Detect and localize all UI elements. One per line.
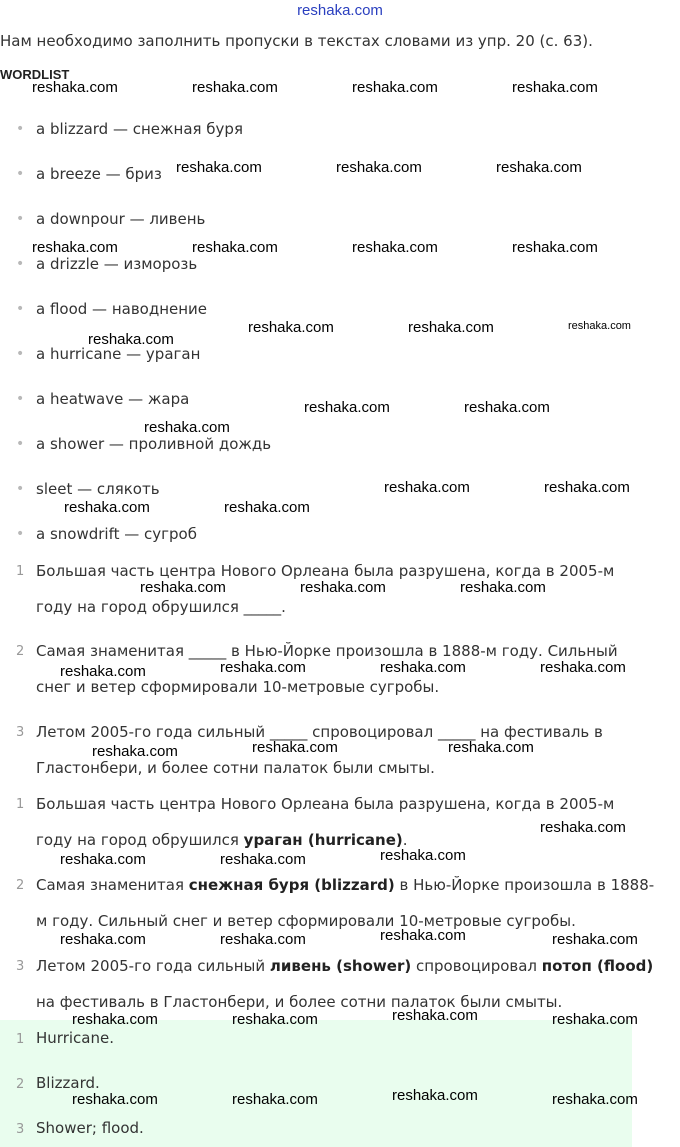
watermark: reshaka.com	[220, 659, 306, 676]
bullet-icon: •	[16, 301, 25, 317]
bullet-icon: •	[16, 166, 25, 182]
bullet-icon: •	[16, 346, 25, 362]
watermark: reshaka.com	[232, 1011, 318, 1028]
solution-text: спровоцировал	[411, 957, 542, 975]
item-number: 3	[16, 959, 25, 974]
watermark: reshaka.com	[460, 579, 546, 596]
watermark: reshaka.com	[464, 399, 550, 416]
item-number: 1	[16, 797, 25, 812]
wordlist-item: a shower — проливной дождь	[36, 435, 272, 453]
solution-line: Большая часть центра Нового Орлеана была разрушена, когда в 2005-м	[36, 795, 615, 813]
bullet-icon: •	[16, 391, 25, 407]
watermark: reshaka.com	[140, 579, 226, 596]
item-number: 3	[16, 1122, 25, 1137]
wordlist-item: a downpour — ливень	[36, 210, 206, 228]
watermark: reshaka.com	[220, 931, 306, 948]
bullet-icon: •	[16, 481, 25, 497]
watermark: reshaka.com	[512, 239, 598, 256]
watermark: reshaka.com	[448, 739, 534, 756]
watermark: reshaka.com	[72, 1011, 158, 1028]
watermark: reshaka.com	[92, 743, 178, 760]
watermark: reshaka.com	[540, 819, 626, 836]
watermark: reshaka.com	[248, 319, 334, 336]
watermark: reshaka.com	[544, 479, 630, 496]
item-number: 1	[16, 564, 25, 579]
watermark: reshaka.com	[176, 159, 262, 176]
exercise-line: Самая знаменитая _____ в Нью-Йорке произошла в 1888-м году. Сильный	[36, 642, 618, 660]
watermark: reshaka.com	[88, 331, 174, 348]
item-number: 3	[16, 725, 25, 740]
intro-text: Нам необходимо заполнить пропуски в текстах словами из упр. 20 (с. 63).	[0, 32, 593, 50]
exercise-line: году на город обрушился _____.	[36, 598, 286, 616]
exercise-line: Гластонбери, и более сотни палаток были смыты.	[36, 759, 435, 777]
watermark: reshaka.com	[392, 1087, 478, 1104]
watermark: reshaka.com	[352, 79, 438, 96]
watermark: reshaka.com	[60, 931, 146, 948]
watermark: reshaka.com	[380, 659, 466, 676]
watermark: reshaka.com	[220, 851, 306, 868]
site-header-link[interactable]: reshaka.com	[297, 2, 383, 19]
watermark: reshaka.com	[32, 239, 118, 256]
bullet-icon: •	[16, 121, 25, 137]
watermark: reshaka.com	[60, 851, 146, 868]
watermark: reshaka.com	[380, 847, 466, 864]
solution-text: Самая знаменитая	[36, 876, 189, 894]
solution-answer: ливень (shower)	[269, 957, 412, 975]
wordlist-item: a hurricane — ураган	[36, 345, 201, 363]
watermark: reshaka.com	[552, 1091, 638, 1108]
exercise-line: Большая часть центра Нового Орлеана была разрушена, когда в 2005-м	[36, 562, 615, 580]
watermark: reshaka.com	[352, 239, 438, 256]
watermark: reshaka.com	[336, 159, 422, 176]
item-number: 2	[16, 1077, 25, 1092]
watermark: reshaka.com	[232, 1091, 318, 1108]
solution-answer: ураган (hurricane)	[243, 831, 403, 849]
solution-line: м году. Сильный снег и ветер сформировали 10-метровые сугробы.	[36, 912, 576, 930]
solution-answer: снежная буря (blizzard)	[188, 876, 395, 894]
wordlist-item: a heatwave — жара	[36, 390, 190, 408]
watermark: reshaka.com	[64, 499, 150, 516]
answer-item: Hurricane.	[36, 1029, 114, 1047]
watermark: reshaka.com	[496, 159, 582, 176]
watermark: reshaka.com	[380, 927, 466, 944]
bullet-icon: •	[16, 436, 25, 452]
item-number: 1	[16, 1032, 25, 1047]
watermark: reshaka.com	[552, 1011, 638, 1028]
bullet-icon: •	[16, 526, 25, 542]
watermark: reshaka.com	[192, 239, 278, 256]
watermark: reshaka.com	[512, 79, 598, 96]
wordlist-item: a blizzard — снежная буря	[36, 120, 243, 138]
wordlist-item: sleet — слякоть	[36, 480, 160, 498]
solution-line	[36, 831, 408, 849]
watermark: reshaka.com	[552, 931, 638, 948]
wordlist-item: a snowdrift — сугроб	[36, 525, 197, 543]
bullet-icon: •	[16, 256, 25, 272]
watermark: reshaka.com	[540, 659, 626, 676]
wordlist-title: WORDLIST	[0, 67, 70, 82]
solution-text: Летом 2005-го года сильный	[36, 957, 270, 975]
watermark: reshaka.com	[252, 739, 338, 756]
wordlist-item: a breeze — бриз	[36, 165, 162, 183]
watermark: reshaka.com	[144, 419, 230, 436]
watermark: reshaka.com	[192, 79, 278, 96]
watermark: reshaka.com	[568, 320, 631, 332]
watermark: reshaka.com	[224, 499, 310, 516]
solution-text: году на город обрушился	[36, 831, 244, 849]
watermark: reshaka.com	[72, 1091, 158, 1108]
watermark: reshaka.com	[300, 579, 386, 596]
solution-line	[36, 957, 653, 975]
solution-text: .	[402, 831, 408, 849]
exercise-line: Летом 2005-го года сильный _____ спровоцировал _____ на фестиваль в	[36, 723, 603, 741]
solution-line: на фестиваль в Гластонбери, и более сотни палаток были смыты.	[36, 993, 563, 1011]
watermark: reshaka.com	[408, 319, 494, 336]
wordlist-item: a drizzle — изморозь	[36, 255, 198, 273]
exercise-line: снег и ветер сформировали 10-метровые сугробы.	[36, 678, 440, 696]
solution-line	[36, 876, 654, 894]
item-number: 2	[16, 878, 25, 893]
watermark: reshaka.com	[32, 79, 118, 96]
watermark: reshaka.com	[304, 399, 390, 416]
watermark: reshaka.com	[392, 1007, 478, 1024]
answer-item: Shower; flood.	[36, 1119, 144, 1137]
solution-answer: потоп (flood)	[541, 957, 654, 975]
bullet-icon: •	[16, 211, 25, 227]
watermark: reshaka.com	[60, 663, 146, 680]
wordlist-item: a flood — наводнение	[36, 300, 208, 318]
answer-item: Blizzard.	[36, 1074, 100, 1092]
item-number: 2	[16, 644, 25, 659]
watermark: reshaka.com	[384, 479, 470, 496]
solution-text: в Нью-Йорке произошла в 1888-	[394, 876, 655, 894]
